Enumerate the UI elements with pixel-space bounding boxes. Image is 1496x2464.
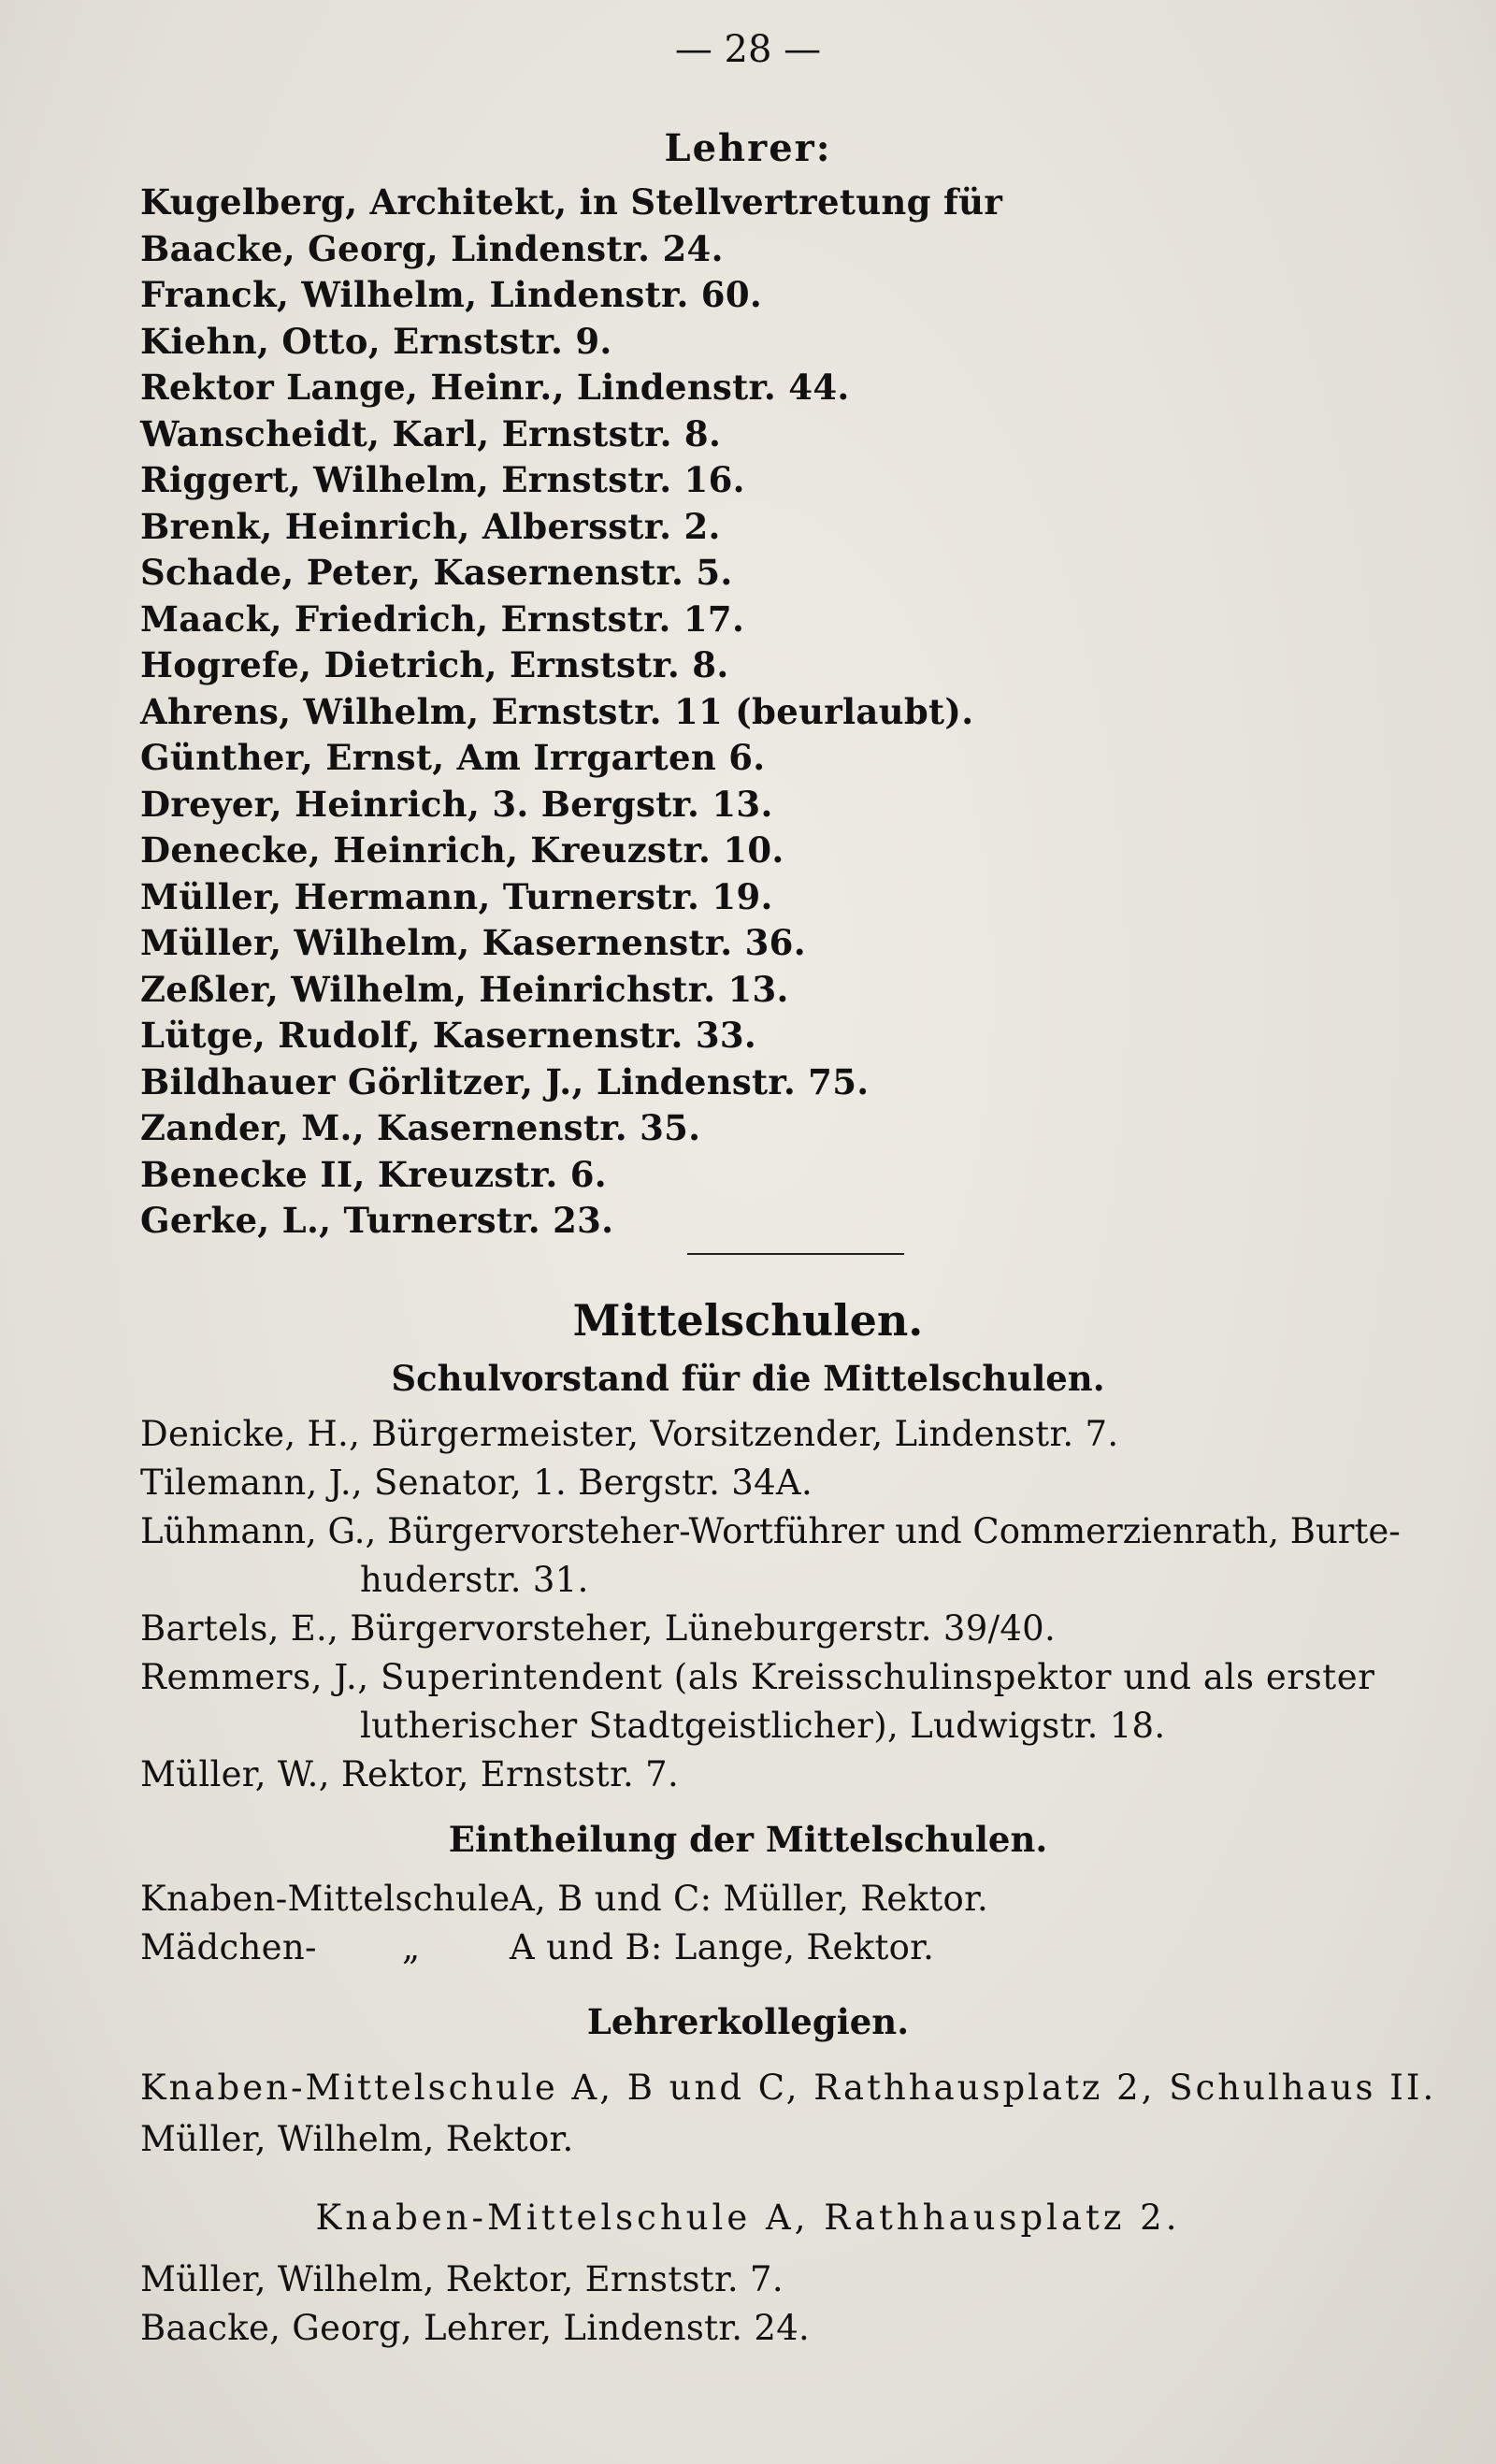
- schulvorstand-entry: Remmers, J., Superintendent (als Kreisschulinspektor und als erster: [140, 1657, 1375, 1697]
- lehrer-entry: Benecke II, Kreuzstr. 6.: [140, 1153, 607, 1195]
- eintheilung-assignment: A, B und C: Müller, Rektor.: [510, 1879, 989, 1919]
- lehrer-entry: Wanscheidt, Karl, Ernststr. 8.: [140, 412, 722, 454]
- lehrer-entry: Riggert, Wilhelm, Ernststr. 16.: [140, 459, 745, 500]
- lehrer-entry: Lütge, Rudolf, Kasernenstr. 33.: [140, 1015, 757, 1056]
- lehrer-entry: Rektor Lange, Heinr., Lindenstr. 44.: [140, 367, 850, 408]
- staff-entry: Baacke, Georg, Lehrer, Lindenstr. 24.: [140, 2308, 811, 2348]
- lehrer-entry: Zander, M., Kasernenstr. 35.: [140, 1107, 701, 1148]
- lehrer-entry: Brenk, Heinrich, Albersstr. 2.: [140, 505, 721, 547]
- kollegien-heading: Lehrerkollegien.: [586, 2001, 910, 2042]
- eintheilung-heading: Eintheilung der Mittelschulen.: [448, 1819, 1048, 1860]
- lehrer-entry: Franck, Wilhelm, Lindenstr. 60.: [140, 274, 763, 315]
- schulvorstand-entry-continued: lutherischer Stadtgeistlicher), Ludwigstr. 18.: [360, 1706, 1166, 1746]
- eintheilung-assignment: A und B: Lange, Rektor.: [510, 1927, 935, 1967]
- schulvorstand-entry-continued: huderstr. 31.: [360, 1560, 589, 1600]
- lehrer-entry: Gerke, L., Turnerstr. 23.: [140, 1200, 614, 1241]
- school-a-heading: Knaben-Mittelschule A, Rathhausplatz 2.: [315, 2197, 1181, 2238]
- lehrer-entry: Müller, Hermann, Turnerstr. 19.: [140, 875, 773, 917]
- lehrer-entry: Zeßler, Wilhelm, Heinrichstr. 13.: [140, 968, 789, 1010]
- lehrer-entry: Müller, Wilhelm, Kasernenstr. 36.: [140, 922, 806, 963]
- kollegien-rektor: Müller, Wilhelm, Rektor.: [140, 2119, 574, 2159]
- eintheilung-school: Mädchen-: [140, 1927, 317, 1967]
- lehrer-entry: Schade, Peter, Kasernenstr. 5.: [140, 552, 733, 593]
- lehrer-entry: Kugelberg, Architekt, in Stellvertretung für: [140, 181, 1003, 223]
- ditto-mark: „: [402, 1927, 421, 1967]
- kollegien-school-line: Knaben-Mittelschule A, B und C, Rathhausplatz 2, Schulhaus II.: [140, 2068, 1437, 2108]
- schulvorstand-entry: Lühmann, G., Bürgervorsteher-Wortführer und Commerzienrath, Burte-: [140, 1511, 1401, 1551]
- lehrer-entry: Bildhauer Görlitzer, J., Lindenstr. 75.: [140, 1060, 870, 1102]
- lehrer-entry: Hogrefe, Dietrich, Ernststr. 8.: [140, 644, 729, 685]
- schulvorstand-entry: Bartels, E., Bürgervorsteher, Lüneburgerstr. 39/40.: [140, 1608, 1057, 1649]
- lehrer-entry: Dreyer, Heinrich, 3. Bergstr. 13.: [140, 783, 773, 825]
- staff-entry: Müller, Wilhelm, Rektor, Ernststr. 7.: [140, 2259, 784, 2299]
- lehrer-entry: Maack, Friedrich, Ernststr. 17.: [140, 598, 745, 640]
- page-number: — 28 —: [674, 28, 822, 71]
- schulvorstand-entry: Tilemann, J., Senator, 1. Bergstr. 34A.: [140, 1463, 813, 1503]
- lehrer-entry: Kiehn, Otto, Ernststr. 9.: [140, 320, 612, 362]
- lehrer-entry: Günther, Ernst, Am Irrgarten 6.: [140, 737, 766, 778]
- eintheilung-school: Knaben-Mittelschule: [140, 1879, 511, 1919]
- schulvorstand-entry: Müller, W., Rektor, Ernststr. 7.: [140, 1754, 680, 1794]
- lehrer-entry: Baacke, Georg, Lindenstr. 24.: [140, 227, 724, 269]
- section-divider: [687, 1253, 904, 1255]
- section-title: Mittelschulen.: [572, 1295, 924, 1346]
- schulvorstand-entry: Denicke, H., Bürgermeister, Vorsitzender, Lindenstr. 7.: [140, 1414, 1119, 1454]
- lehrer-entry: Denecke, Heinrich, Kreuzstr. 10.: [140, 829, 784, 871]
- lehrer-entry: Ahrens, Wilhelm, Ernststr. 11 (beurlaubt).: [140, 690, 974, 732]
- schulvorstand-heading: Schulvorstand für die Mittelschulen.: [391, 1358, 1105, 1399]
- lehrer-heading: Lehrer:: [664, 126, 832, 170]
